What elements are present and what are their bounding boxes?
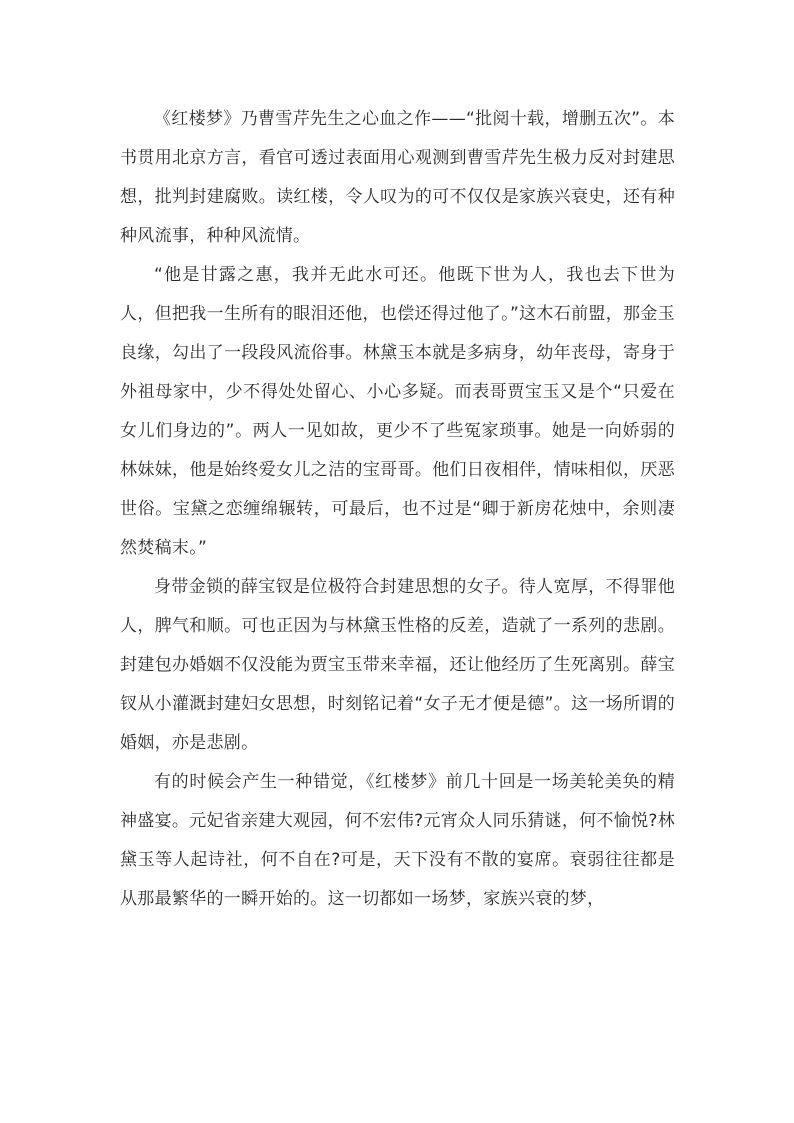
- paragraph-xue-baochai: 身带金锁的薛宝钗是位极符合封建思想的女子。待人宽厚，不得罪他人，脾气和顺。可也正因为与林黛玉性格的反差，造就了一系列的悲剧。封建包办婚姻不仅没能为贾宝玉带来幸福，还让他经历了生死离别。薛宝钗从小灌溉封建妇女思想，时刻铭记着“女子无才便是德”。这一场所谓的婚姻，亦是悲剧。: [120, 577, 675, 753]
- paragraph-lin-daiyu: “他是甘露之惠，我并无此水可还。他既下世为人，我也去下世为人，但把我一生所有的眼泪还他，也偿还得过他了。”这木石前盟，那金玉良缘，勾出了一段段风流俗事。林黛玉本就是多病身，幼年丧母，寄身于外祖母家中，少不得处处留心、小心多疑。而表哥贾宝玉又是个“只爱在女儿们身边的”。两人一见如故，更少不了些冤家琐事。她是一向娇弱的林妹妹，他是始终爱女儿之洁的宝哥哥。他们日夜相伴，情味相似，厌恶世俗。宝黛之恋缠绵辗转，可最后，也不过是“卿于新房花烛中，余则凄然焚稿末。”: [120, 265, 675, 558]
- paragraph-intro: 《红楼梦》乃曹雪芹先生之心血之作——“批阅十载，增删五次”。本书贯用北京方言，看官可透过表面用心观测到曹雪芹先生极力反对封建思想，批判封建腐败。读红楼，令人叹为的可不仅仅是家族兴衰史，还有种种风流事，种种风流情。: [120, 109, 675, 246]
- paragraph-illusion: 有的时候会产生一种错觉，《红楼梦》前几十回是一场美轮美奂的精神盛宴。元妃省亲建大观园，何不宏伟?元宵众人同乐猜谜，何不愉悦?林黛玉等人起诗社，何不自在?可是，天下没有不散的宴席。衰弱往往都是从那最繁华的一瞬开始的。这一切都如一场梦，家族兴衰的梦，: [120, 772, 675, 909]
- document-page: [120, 100, 675, 919]
